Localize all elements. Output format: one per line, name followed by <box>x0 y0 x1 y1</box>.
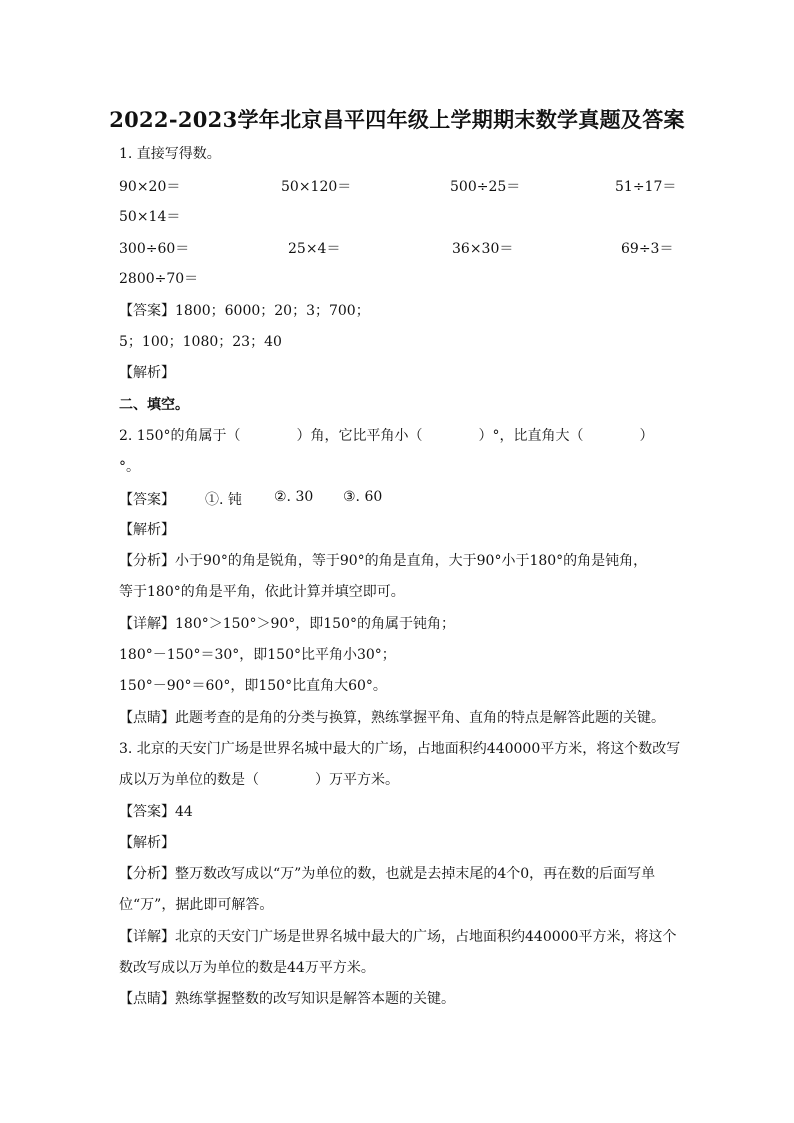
q2-answer-2: ②. 30 <box>274 489 314 505</box>
q1-answer-line1: 【答案】1800；6000；20；3；700； <box>119 303 370 319</box>
q2-analysis: 【解析】 <box>119 522 175 538</box>
q1-expr: 500÷25＝ <box>450 179 521 195</box>
q2-xiangjie-line3: 150°－90°＝60°，即150°比直角大60°。 <box>119 678 387 694</box>
q2-dianjing: 【点睛】此题考查的是角的分类与换算，熟练掌握平角、直角的特点是解答此题的关键。 <box>119 710 665 726</box>
q2-answer-row <box>119 489 675 509</box>
q1-expr: 25×4＝ <box>288 241 341 257</box>
q2-text-line1: 2. 150°的角属于（ ）角，它比平角小（ ）°，比直角大（ ） <box>119 428 654 444</box>
q3-xiangjie-line1: 【详解】北京的天安门广场是世界名城中最大的广场，占地面积约440000平方米，将这个 <box>119 929 677 945</box>
q1-heading: 1. 直接写得数。 <box>119 146 221 162</box>
q2-xiangjie-line2: 180°－150°＝30°，即150°比平角小30°； <box>119 647 396 663</box>
q2-answer-label: 【答案】 <box>119 492 175 508</box>
q2-fenxi-line2: 等于180°的角是平角，依此计算并填空即可。 <box>119 584 405 600</box>
q3-answer: 【答案】44 <box>119 804 193 820</box>
q1-analysis: 【解析】 <box>119 365 175 381</box>
q2-answer-1: ①. 钝 <box>205 492 242 508</box>
q1-answer-line2: 5；100；1080；23；40 <box>119 334 282 350</box>
q1-expr: 36×30＝ <box>452 241 514 257</box>
q1-row2: 50×14＝ <box>119 209 181 225</box>
q3-dianjing: 【点睛】熟练掌握整数的改写知识是解答本题的关键。 <box>119 991 455 1007</box>
q2-answer-3: ③. 60 <box>343 489 383 505</box>
q3-fenxi-line2: 位“万”，据此即可解答。 <box>119 897 274 913</box>
q3-xiangjie-line2: 数改写成以万为单位的数是44万平方米。 <box>119 960 375 976</box>
q2-xiangjie-line1: 【详解】180°＞150°＞90°，即150°的角属于钝角； <box>119 616 455 632</box>
q1-expr: 300÷60＝ <box>119 241 190 257</box>
q1-row4: 2800÷70＝ <box>119 271 199 287</box>
q2-fenxi-line1: 【分析】小于90°的角是锐角，等于90°的角是直角，大于90°小于180°的角是钝角， <box>119 553 648 569</box>
q1-expr: 51÷17＝ <box>615 179 677 195</box>
q1-expr: 50×120＝ <box>281 179 352 195</box>
q1-expr: 69÷3＝ <box>621 241 674 257</box>
q1-row1 <box>119 176 675 196</box>
q1-row3 <box>119 238 675 258</box>
q2-text-line2: °。 <box>119 459 140 475</box>
q1-expr: 90×20＝ <box>119 179 181 195</box>
section-heading: 二、填空。 <box>119 397 189 413</box>
q3-text-line1: 3. 北京的天安门广场是世界名城中最大的广场，占地面积约440000平方米，将这个数改写 <box>119 741 681 757</box>
q3-analysis: 【解析】 <box>119 835 175 851</box>
page-title: 2022-2023学年北京昌平四年级上学期期末数学真题及答案 <box>109 107 685 132</box>
q3-text-line2: 成以万为单位的数是（ ）万平方米。 <box>119 772 399 788</box>
q3-fenxi-line1: 【分析】整万数改写成以“万”为单位的数，也就是去掉末尾的4个0，再在数的后面写单 <box>119 866 656 882</box>
